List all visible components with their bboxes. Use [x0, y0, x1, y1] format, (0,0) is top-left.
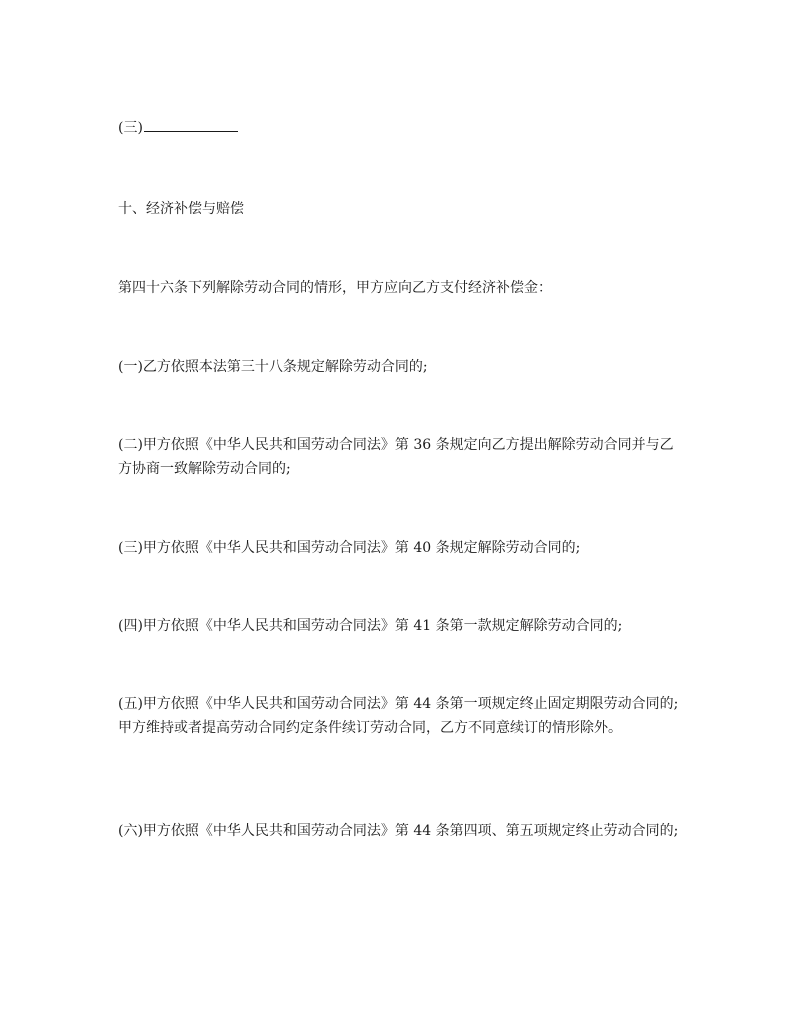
item-three-blank	[118, 116, 684, 140]
clause-6: (六)甲方依照《中华人民共和国劳动合同法》第 44 条第四项、第五项规定终止劳动合同的;	[118, 823, 679, 839]
section-heading: 十、经济补偿与赔偿	[118, 201, 244, 217]
item-three-prefix: (三)	[118, 120, 143, 136]
clause-3: (三)甲方依照《中华人民共和国劳动合同法》第 40 条规定解除劳动合同的;	[118, 540, 581, 556]
clause-5: (五)甲方依照《中华人民共和国劳动合同法》第 44 条第一项规定终止固定期限劳动合同的;甲方维持或者提高劳动合同约定条件续订劳动合同，乙方不同意续订的情形除外。	[118, 696, 679, 736]
fill-in-blank-line	[144, 117, 238, 132]
article-46-intro: 第四十六条下列解除劳动合同的情形，甲方应向乙方支付经济补偿金：	[118, 280, 552, 296]
clause-4: (四)甲方依照《中华人民共和国劳动合同法》第 41 条第一款规定解除劳动合同的;	[118, 618, 623, 634]
clause-2: (二)甲方依照《中华人民共和国劳动合同法》第 36 条规定向乙方提出解除劳动合同并与乙方协商一致解除劳动合同的;	[118, 437, 674, 477]
clause-1: (一)乙方依照本法第三十八条规定解除劳动合同的;	[118, 359, 428, 375]
